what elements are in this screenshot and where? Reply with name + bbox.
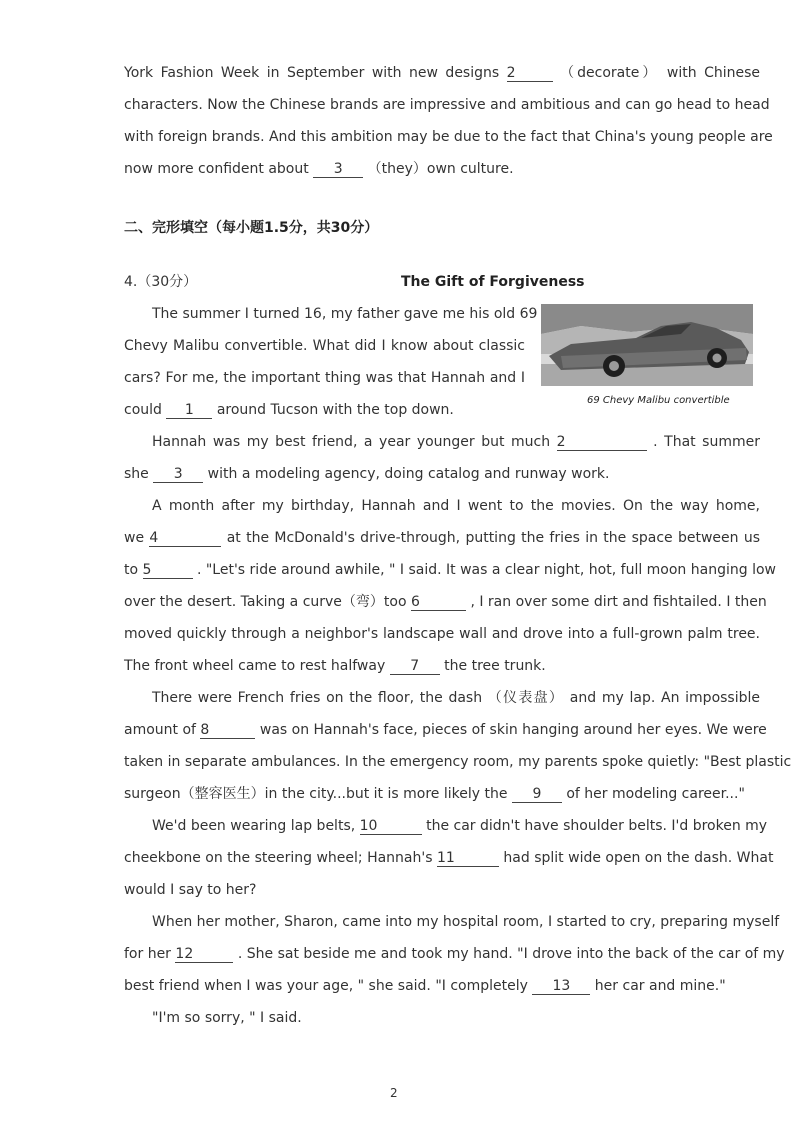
text-line: we 4 at the McDonald's drive-through, putting the fries in the space between us <box>124 530 761 546</box>
page-number: 2 <box>390 1086 398 1100</box>
section-heading: 二、完形填空（每小题1.5分，共30分） <box>124 220 379 236</box>
answer-blank: 4 <box>149 530 221 547</box>
text-line: now more confident about 3 （they）own culture. <box>124 161 514 177</box>
text-line: We'd been wearing lap belts, 10 the car didn't have shoulder belts. I'd broken my <box>152 818 768 834</box>
text-line: she 3 with a modeling agency, doing catalog and runway work. <box>124 466 610 482</box>
text-line: characters. Now the Chinese brands are impressive and ambitious and can go head to head <box>124 97 770 113</box>
answer-blank: 13 <box>532 978 590 995</box>
photo-caption: 69 Chevy Malibu convertible <box>587 395 730 406</box>
text-line: "I'm so sorry, " I said. <box>152 1010 302 1026</box>
answer-blank: 10 <box>360 818 422 835</box>
text-line: surgeon（整容医生）in the city...but it is more likely the 9 of her modeling career..." <box>124 786 745 802</box>
text-line: cheekbone on the steering wheel; Hannah's 11 had split wide open on the dash. What <box>124 850 774 866</box>
text-line: amount of 8 was on Hannah's face, pieces of skin hanging around her eyes. We were <box>124 722 767 738</box>
text-line: When her mother, Sharon, came into my hospital room, I started to cry, preparing myself <box>152 914 780 930</box>
text-line: A month after my birthday, Hannah and I went to the movies. On the way home, <box>152 498 760 514</box>
text-line: to 5 . "Let's ride around awhile, " I said. It was a clear night, hot, full moon hanging low <box>124 562 776 578</box>
text-line: The front wheel came to rest halfway 7 the tree trunk. <box>124 658 546 674</box>
text-line: cars? For me, the important thing was that Hannah and I <box>124 370 525 386</box>
answer-blank: 9 <box>512 786 562 803</box>
text-line: Chevy Malibu convertible. What did I know about classic <box>124 338 525 354</box>
answer-blank: 2 <box>507 65 553 82</box>
answer-blank: 8 <box>200 722 255 739</box>
answer-blank: 5 <box>143 562 193 579</box>
text-line: York Fashion Week in September with new designs 2 （decorate） with Chinese <box>124 65 760 81</box>
text-line: with foreign brands. And this ambition may be due to the fact that China's young people are <box>124 129 773 145</box>
text-line: taken in separate ambulances. In the emergency room, my parents spoke quietly: "Best plastic <box>124 754 792 770</box>
question-number: 4.（30分） <box>124 274 198 290</box>
answer-blank: 2 <box>557 434 647 451</box>
answer-blank: 7 <box>390 658 440 675</box>
answer-blank: 3 <box>313 161 363 178</box>
text-line: over the desert. Taking a curve（弯）too 6 , I ran over some dirt and fishtailed. I then <box>124 594 767 610</box>
text-line: There were French fries on the floor, the dash （仪表盘） and my lap. An impossible <box>152 690 760 706</box>
answer-blank: 11 <box>437 850 499 867</box>
passage-title: The Gift of Forgiveness <box>401 274 585 290</box>
text-line: Hannah was my best friend, a year younger but much 2 . That summer <box>152 434 760 450</box>
text-line: moved quickly through a neighbor's landscape wall and drove into a full-grown palm tree. <box>124 626 760 642</box>
answer-blank: 3 <box>153 466 203 483</box>
answer-blank: 12 <box>175 946 233 963</box>
answer-blank: 6 <box>411 594 466 611</box>
text-line: for her 12 . She sat beside me and took my hand. "I drove into the back of the car of my <box>124 946 785 962</box>
answer-blank: 1 <box>166 402 212 419</box>
text-line: The summer I turned 16, my father gave me his old 69 <box>152 306 538 322</box>
car-photo <box>541 304 753 386</box>
text-line: could 1 around Tucson with the top down. <box>124 402 454 418</box>
text-line: best friend when I was your age, " she said. "I completely 13 her car and mine." <box>124 978 726 994</box>
text-line: would I say to her? <box>124 882 257 898</box>
